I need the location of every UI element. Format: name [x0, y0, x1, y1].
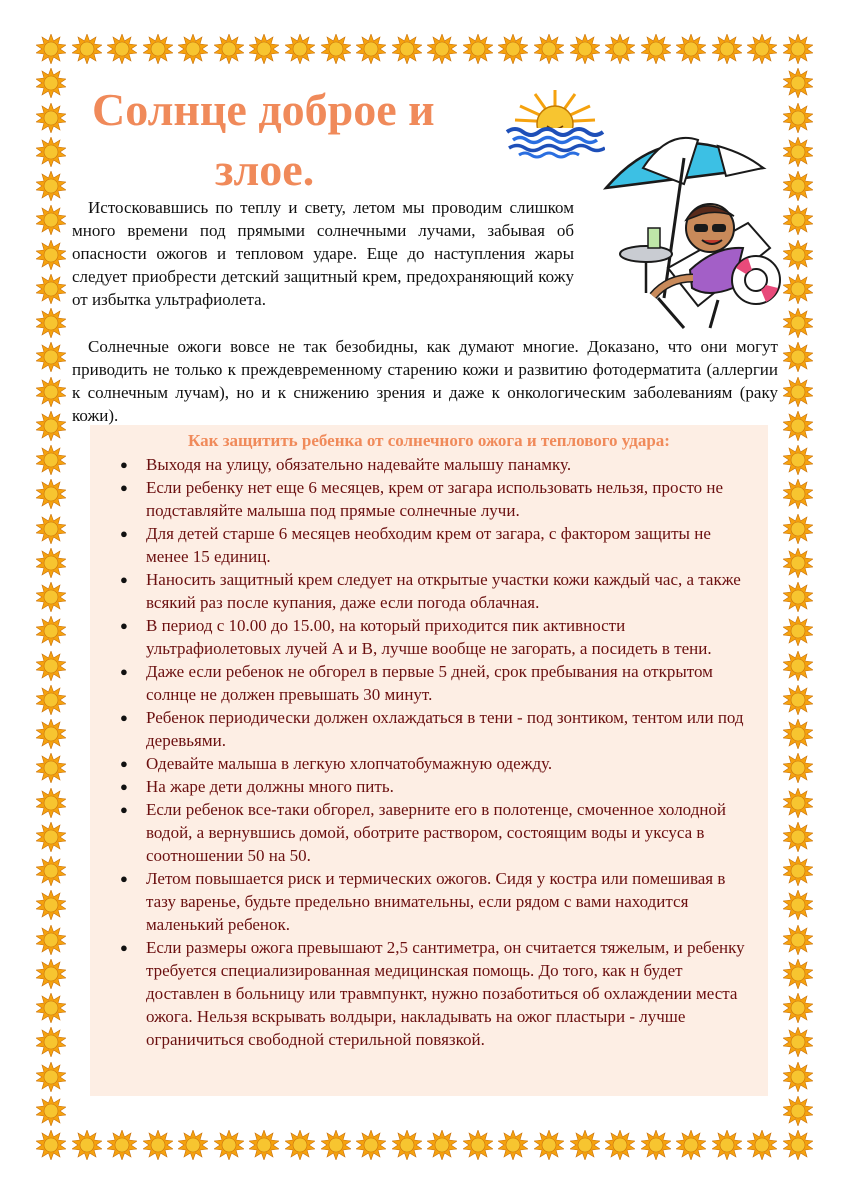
sun-icon [143, 1130, 173, 1160]
sun-icon [783, 445, 813, 475]
sun-icon [783, 822, 813, 852]
bullet-icon: ● [120, 871, 128, 886]
bullet-icon: ● [120, 572, 128, 587]
bullet-icon: ● [120, 779, 128, 794]
sun-icon [214, 1130, 244, 1160]
sun-icon [783, 1096, 813, 1126]
sun-icon [36, 1130, 66, 1160]
bullet-icon: ● [120, 940, 128, 955]
sun-icon [783, 240, 813, 270]
sun-icon [783, 274, 813, 304]
tip-text: Одевайте малыша в легкую хлопчатобумажную одежду. [146, 754, 553, 773]
sun-icon [36, 1027, 66, 1057]
sun-icon [36, 68, 66, 98]
sun-icon [783, 342, 813, 372]
sun-icon [498, 1130, 528, 1160]
sun-icon [321, 34, 351, 64]
sun-icon [534, 34, 564, 64]
sun-icon [107, 34, 137, 64]
tip-item [90, 522, 768, 568]
sun-icon [356, 1130, 386, 1160]
sun-icon [285, 34, 315, 64]
sun-icon [249, 1130, 279, 1160]
sun-icon [178, 1130, 208, 1160]
sun-icon [712, 1130, 742, 1160]
sun-icon [570, 34, 600, 64]
sun-icon [36, 171, 66, 201]
sun-icon [783, 1062, 813, 1092]
sun-icon [783, 68, 813, 98]
sun-icon [605, 34, 635, 64]
tip-item [90, 453, 768, 476]
sun-icon [36, 1062, 66, 1092]
sun-icon [783, 890, 813, 920]
tip-text: Если ребенок все-таки обгорел, заверните его в полотенце, смоченное холодной водой, а вернувшись домой, оботрите раствором, состоящим воды и уксуса в соотношении 50 на 50. [146, 800, 727, 865]
tip-text: Ребенок периодически должен охлаждаться в тени - под зонтиком, тентом или под деревьями. [146, 708, 744, 750]
sun-icon [498, 34, 528, 64]
sun-icon [36, 788, 66, 818]
sun-icon [783, 616, 813, 646]
sun-icon [712, 34, 742, 64]
sun-icon [36, 205, 66, 235]
bullet-icon: ● [120, 618, 128, 633]
sun-icon [214, 34, 244, 64]
sun-icon [36, 479, 66, 509]
sun-icon [36, 514, 66, 544]
tip-item [90, 614, 768, 660]
sun-icon [36, 685, 66, 715]
sun-icon [783, 959, 813, 989]
sun-icon [783, 377, 813, 407]
sun-icon [783, 925, 813, 955]
tips-list [90, 453, 768, 1051]
sun-icon [107, 1130, 137, 1160]
sun-icon [747, 34, 777, 64]
sun-icon [72, 1130, 102, 1160]
tip-text: Выходя на улицу, обязательно надевайте малышу панамку. [146, 455, 572, 474]
sun-icon [783, 137, 813, 167]
sun-icon [36, 890, 66, 920]
sun-icon [36, 137, 66, 167]
tip-item [90, 568, 768, 614]
sun-icon [36, 719, 66, 749]
sun-icon [783, 205, 813, 235]
sun-icon [36, 993, 66, 1023]
sun-icon [178, 34, 208, 64]
sun-icon [427, 1130, 457, 1160]
sun-icon [321, 1130, 351, 1160]
sun-icon [641, 1130, 671, 1160]
sun-icon [783, 34, 813, 64]
bullet-icon: ● [120, 664, 128, 679]
sun-icon [36, 103, 66, 133]
tip-text: В период с 10.00 до 15.00, на который приходится пик активности ультрафиолетовых лучей А и В, лучше вообще не загорать, а посидеть в тени. [146, 616, 712, 658]
sun-icon [747, 1130, 777, 1160]
tip-item [90, 660, 768, 706]
sun-icon [36, 445, 66, 475]
sun-icon [676, 1130, 706, 1160]
bullet-icon: ● [120, 526, 128, 541]
sun-icon [534, 1130, 564, 1160]
tip-item [90, 752, 768, 775]
sun-icon [605, 1130, 635, 1160]
sun-icon [249, 34, 279, 64]
sun-icon [783, 582, 813, 612]
sun-icon [641, 34, 671, 64]
page-title-line-1: Солнце доброе и [92, 84, 435, 135]
sun-icon [36, 856, 66, 886]
tip-text: Если размеры ожога превышают 2,5 сантиметра, он считается тяжелым, и ребенку требуется специализированная медицинская помощь. До того, как н будет доставлен в больницу или травмпункт, нужно позаботиться об охлаждении места ожога. Нельзя вскрывать волдыри, накладывать на ожог пластыри - лучше ограничиться свободной стерильной повязкой. [146, 938, 745, 1049]
sun-icon [570, 1130, 600, 1160]
tip-text: Если ребенку нет еще 6 месяцев, крем от загара использовать нельзя, просто не подставляйте малыша под прямые солнечные лучи. [146, 478, 724, 520]
sun-icon [36, 753, 66, 783]
sun-icon [356, 34, 386, 64]
sun-icon [36, 274, 66, 304]
sun-icon [783, 411, 813, 441]
sun-icon [783, 753, 813, 783]
bullet-icon: ● [120, 756, 128, 771]
sun-icon [36, 377, 66, 407]
sun-icon [36, 822, 66, 852]
sun-icon [783, 685, 813, 715]
sun-icon [36, 959, 66, 989]
tip-item [90, 798, 768, 867]
sun-icon [463, 34, 493, 64]
sun-icon [783, 1130, 813, 1160]
tips-title: Как защитить ребенка от солнечного ожога и теплового удара: [188, 431, 670, 450]
sun-icon [36, 651, 66, 681]
sun-icon [36, 308, 66, 338]
bullet-icon: ● [120, 457, 128, 472]
tip-text: Даже если ребенок не обгорел в первые 5 дней, срок пребывания на открытом солнце не должен превышать 30 минут. [146, 662, 713, 704]
sun-icon [783, 171, 813, 201]
sun-icon [783, 993, 813, 1023]
sun-icon [285, 1130, 315, 1160]
sun-icon [783, 548, 813, 578]
sun-icon [783, 479, 813, 509]
sun-icon [783, 1027, 813, 1057]
sun-icon [36, 548, 66, 578]
boy-under-beach-umbrella-icon [598, 128, 783, 333]
sun-icon [783, 788, 813, 818]
intro-paragraph-1: Истосковавшись по теплу и свету, летом мы проводим слишком много времени под прямыми солнечными лучами, забывая об опасности ожогов и тепловом ударе. Еще до наступления жары следует приобрести детский защитный крем, предохраняющий кожу от избытка ультрафиолета. [72, 198, 574, 309]
tip-item [90, 867, 768, 936]
tip-item [90, 775, 768, 798]
sun-icon [392, 1130, 422, 1160]
sun-icon [36, 1096, 66, 1126]
sun-icon [783, 514, 813, 544]
sun-icon [676, 34, 706, 64]
sun-icon [783, 856, 813, 886]
intro-paragraph-2: Солнечные ожоги вовсе не так безобидны, как думают многие. Доказано, что они могут приводить не только к преждевременному старению кожи и развитию фотодерматита (аллергии к солнечным лучам), но и к снижению зрения и даже к онкологическим заболеваниям (раку кожи). [72, 337, 778, 425]
bullet-icon: ● [120, 710, 128, 725]
sun-icon [36, 582, 66, 612]
sun-icon [143, 34, 173, 64]
tip-text: Для детей старше 6 месяцев необходим крем от загара, с фактором защиты не менее 15 единиц. [146, 524, 711, 566]
tips-box [90, 425, 768, 1096]
sun-icon [36, 616, 66, 646]
sun-icon [783, 308, 813, 338]
bullet-icon: ● [120, 480, 128, 495]
sun-icon [463, 1130, 493, 1160]
sun-icon [36, 925, 66, 955]
page-title-line-2: злое. [215, 144, 315, 195]
sun-icon [392, 34, 422, 64]
bullet-icon: ● [120, 802, 128, 817]
sun-icon [36, 34, 66, 64]
sun-icon [36, 240, 66, 270]
tip-item [90, 706, 768, 752]
sun-icon [783, 651, 813, 681]
tip-text: Летом повышается риск и термических ожогов. Сидя у костра или помешивая в тазу варенье, будьте предельно внимательны, если рядом с вами находится маленький ребенок. [146, 869, 726, 934]
tip-text: На жаре дети должны много пить. [146, 777, 394, 796]
tip-text: Наносить защитный крем следует на открытые участки кожи каждый час, а также всякий раз после купания, даже если погода облачная. [146, 570, 741, 612]
sunset-over-waves-icon [505, 82, 605, 162]
tip-item [90, 936, 768, 1051]
sun-icon [427, 34, 457, 64]
sun-icon [72, 34, 102, 64]
sun-icon [36, 411, 66, 441]
sun-icon [36, 342, 66, 372]
sun-icon [783, 719, 813, 749]
sun-icon [783, 103, 813, 133]
tip-item [90, 476, 768, 522]
